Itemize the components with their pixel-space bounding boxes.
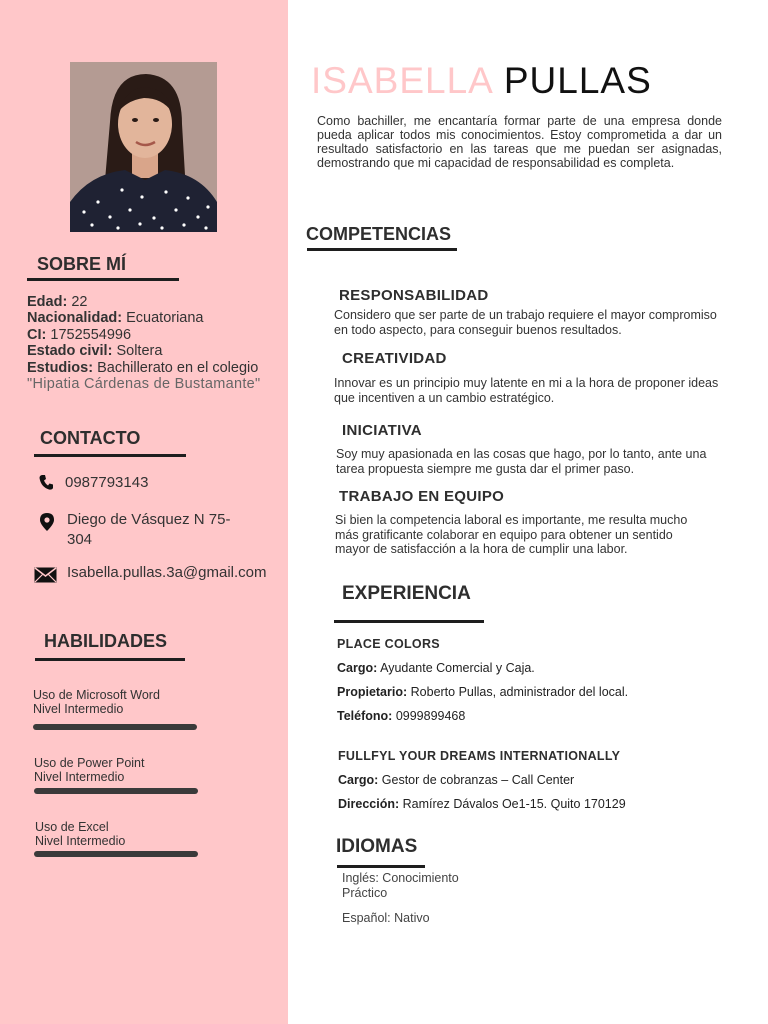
job-owner-label: Propietario: bbox=[337, 685, 408, 699]
contact-address bbox=[67, 510, 230, 550]
job-role-value: Ayudante Comercial y Caja. bbox=[380, 661, 535, 675]
language-english bbox=[342, 871, 459, 901]
location-icon bbox=[40, 513, 54, 536]
language-line: Español: Nativo bbox=[342, 911, 430, 925]
competency-line: Soy muy apasionada en las cosas que hago, por lo tanto, ante una bbox=[336, 447, 707, 461]
job-role-value: Gestor de cobranzas – Call Center bbox=[381, 773, 575, 787]
competency-title: TRABAJO EN EQUIPO bbox=[339, 488, 505, 505]
about-rule bbox=[27, 278, 179, 281]
job-address-label: Dirección: bbox=[338, 797, 400, 811]
email-icon bbox=[34, 567, 57, 588]
studies-value: Bachillerato en el colegio bbox=[97, 359, 259, 376]
profile-photo bbox=[70, 62, 217, 232]
competencies-title: COMPETENCIAS bbox=[306, 224, 452, 244]
skill-name: Uso de Power Point bbox=[34, 756, 145, 770]
profile-photo-illustration bbox=[70, 62, 217, 232]
skill-bar bbox=[33, 724, 197, 730]
languages-rule bbox=[337, 865, 425, 868]
contact-phone[interactable]: 0987793143 bbox=[65, 474, 149, 491]
competency-line: más gratificante colaborar en equipo para obtener un sentido bbox=[335, 527, 673, 542]
language-line: Inglés: Conocimiento bbox=[342, 871, 459, 885]
skill-level: Nivel Intermedio bbox=[35, 834, 126, 848]
civil-value: Soltera bbox=[116, 343, 163, 360]
address-line1: Diego de Vásquez N 75- bbox=[67, 511, 231, 528]
job-phone bbox=[337, 709, 465, 723]
job-role bbox=[337, 661, 535, 675]
age-row bbox=[27, 294, 261, 310]
competency-line: Innovar es un principio muy latente en mi a la hora de proponer ideas bbox=[334, 376, 719, 390]
competency-title: INICIATIVA bbox=[342, 422, 422, 439]
job-role-label: Cargo: bbox=[337, 661, 378, 675]
job-role-label: Cargo: bbox=[338, 773, 379, 787]
job-owner-value: Roberto Pullas, administrador del local. bbox=[410, 685, 629, 699]
age-value: 22 bbox=[71, 294, 88, 310]
about-title: SOBRE MÍ bbox=[37, 254, 127, 274]
competency-description bbox=[334, 308, 717, 337]
experience-title: EXPERIENCIA bbox=[342, 583, 471, 604]
contact-title: CONTACTO bbox=[40, 428, 141, 448]
school-name: "Hipatia Cárdenas de Bustamante" bbox=[27, 376, 261, 393]
competency-line: Si bien la competencia laboral es importante, me resulta mucho bbox=[335, 513, 688, 527]
full-name bbox=[311, 60, 652, 102]
competency-title: CREATIVIDAD bbox=[342, 350, 447, 367]
languages-title: IDIOMAS bbox=[336, 836, 418, 857]
language-spanish bbox=[342, 911, 430, 926]
ci-row bbox=[27, 327, 261, 343]
job-company: FULLFYL YOUR DREAMS INTERNATIONALLY bbox=[338, 749, 621, 763]
nationality-label: Nacionalidad: bbox=[27, 310, 123, 327]
job-owner bbox=[337, 685, 628, 699]
ci-value: 1752554996 bbox=[50, 326, 132, 343]
competency-line: que incentiven a un cambio estratégico. bbox=[334, 390, 555, 405]
competency-line: en todo aspecto, para conseguir buenos resultados. bbox=[334, 322, 622, 337]
skill-word bbox=[33, 688, 160, 716]
skill-name: Uso de Excel bbox=[35, 820, 109, 834]
address-line2: 304 bbox=[67, 531, 93, 548]
ci-label: CI: bbox=[27, 326, 47, 343]
skill-bar bbox=[34, 851, 198, 857]
competency-title: RESPONSABILIDAD bbox=[339, 287, 489, 304]
studies-row bbox=[27, 360, 261, 376]
skill-powerpoint bbox=[34, 756, 144, 784]
skill-name: Uso de Microsoft Word bbox=[33, 688, 160, 702]
experience-rule bbox=[334, 620, 484, 623]
contact-email[interactable]: Isabella.pullas.3a@gmail.com bbox=[67, 564, 267, 581]
job-phone-value: 0999899468 bbox=[395, 709, 466, 723]
nationality-value: Ecuatoriana bbox=[126, 310, 204, 327]
age-label: Edad: bbox=[27, 294, 68, 310]
job-address bbox=[338, 797, 626, 811]
contact-rule bbox=[34, 454, 186, 457]
intro-text: Como bachiller, me encantaría formar parte de una empresa donde pueda aplicar todos mis conocimientos. Estoy comprometida a dar un resultado satisfactorio en las tareas que me puedan ser asignadas, demostrando que mi capacidad de responsabilidad es completa. bbox=[317, 114, 722, 170]
competency-line: tarea propuesta siempre me gusta dar el primer paso. bbox=[336, 461, 635, 476]
skill-level: Nivel Intermedio bbox=[33, 702, 124, 716]
skill-bar bbox=[34, 788, 198, 794]
first-name: ISABELLA bbox=[311, 60, 494, 101]
studies-label: Estudios: bbox=[27, 359, 94, 376]
last-name: PULLAS bbox=[503, 60, 652, 101]
job-role bbox=[338, 773, 574, 787]
language-line: Práctico bbox=[342, 886, 388, 900]
skill-level: Nivel Intermedio bbox=[34, 770, 125, 784]
competency-line: Considero que ser parte de un trabajo requiere el mayor compromiso bbox=[334, 308, 717, 322]
skill-excel bbox=[35, 820, 125, 848]
civil-row bbox=[27, 343, 261, 359]
competency-description bbox=[335, 513, 687, 557]
skills-title: HABILIDADES bbox=[44, 631, 168, 651]
competency-line: mayor de satisfacción a la hora de cumplir una labor. bbox=[335, 542, 628, 556]
phone-icon bbox=[39, 474, 53, 495]
skills-rule bbox=[35, 658, 185, 661]
job-company: PLACE COLORS bbox=[337, 637, 440, 651]
civil-label: Estado civil: bbox=[27, 343, 113, 360]
job-phone-label: Teléfono: bbox=[337, 709, 393, 723]
competency-description bbox=[336, 447, 706, 476]
competency-description bbox=[334, 376, 718, 405]
competencies-rule bbox=[307, 248, 457, 251]
about-details bbox=[27, 294, 261, 392]
nationality-row bbox=[27, 310, 261, 326]
job-address-value: Ramírez Dávalos Oe1-15. Quito 170129 bbox=[402, 797, 626, 811]
